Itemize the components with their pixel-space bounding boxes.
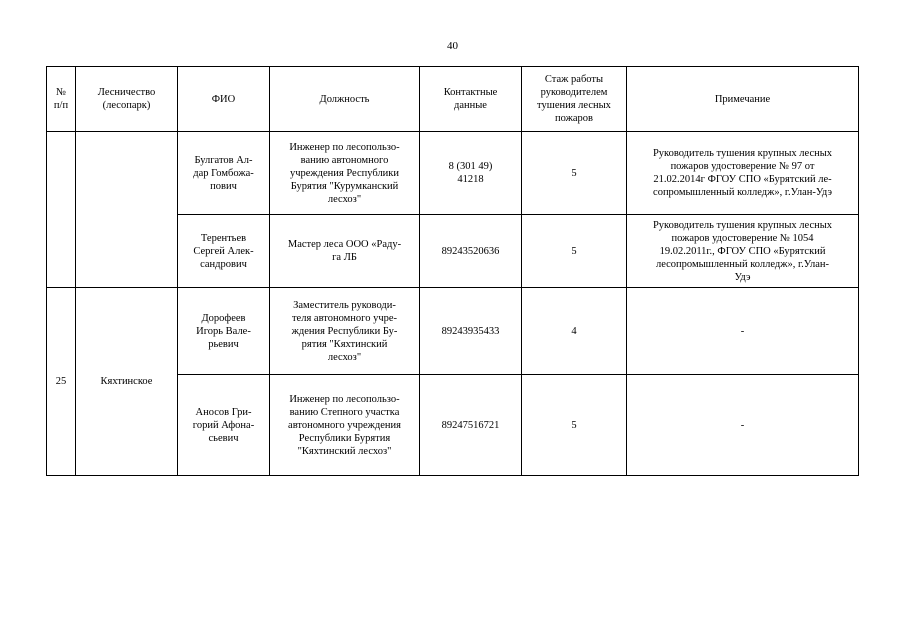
cell-contact: 89247516721 [420, 375, 522, 476]
page-number: 40 [447, 40, 458, 52]
header-contact: Контактные данные [420, 67, 522, 132]
cell-name: Булгатов Ал- дар Гомбожа- пович [178, 132, 270, 215]
cell-position: Заместитель руководи- теля автономного учре- ждения Республики Бу- рятия "Кяхтинский лесхоз" [270, 288, 420, 375]
cell-name: Дорофеев Игорь Вале- рьевич [178, 288, 270, 375]
cell-experience: 5 [522, 375, 627, 476]
cell-note: - [627, 375, 859, 476]
fire-leaders-table [46, 66, 859, 476]
header-num: № п/п [47, 67, 76, 132]
header-note: Примечание [627, 67, 859, 132]
cell-num: 25 [47, 288, 76, 476]
cell-position: Инженер по лесопользо- ванию автономного учреждения Республики Бурятия "Курумканский лесхоз" [270, 132, 420, 215]
cell-experience: 5 [522, 215, 627, 288]
cell-contact: 89243520636 [420, 215, 522, 288]
table-row [47, 288, 859, 375]
cell-experience: 4 [522, 288, 627, 375]
header-name: ФИО [178, 67, 270, 132]
table-header-row [47, 67, 859, 132]
cell-contact: 8 (301 49) 41218 [420, 132, 522, 215]
table-row [47, 132, 859, 215]
header-forestry: Лесничество (лесопарк) [76, 67, 178, 132]
cell-note: Руководитель тушения крупных лесных пожаров удостоверение № 97 от 21.02.2014г ФГОУ СПО «Бурятский ле- сопромышленный колледж», г.Улан-Удэ [627, 132, 859, 215]
cell-forestry [76, 132, 178, 288]
cell-forestry: Кяхтинское [76, 288, 178, 476]
header-experience: Стаж работы руководителем тушения лесных пожаров [522, 67, 627, 132]
cell-experience: 5 [522, 132, 627, 215]
cell-note: - [627, 288, 859, 375]
cell-name: Терентьев Сергей Алек- сандрович [178, 215, 270, 288]
cell-position: Инженер по лесопользо- ванию Степного участка автономного учреждения Республики Бурятия "Кяхтинский лесхоз" [270, 375, 420, 476]
cell-name: Аносов Гри- горий Афона- сьевич [178, 375, 270, 476]
cell-position: Мастер леса ООО «Раду- га ЛБ [270, 215, 420, 288]
cell-num [47, 132, 76, 288]
cell-note: Руководитель тушения крупных лесных пожаров удостоверение № 1054 19.02.2011г., ФГОУ СПО «Бурятский лесопромышленный колледж», г.Улан- Удэ [627, 215, 859, 288]
header-position: Должность [270, 67, 420, 132]
cell-contact: 89243935433 [420, 288, 522, 375]
